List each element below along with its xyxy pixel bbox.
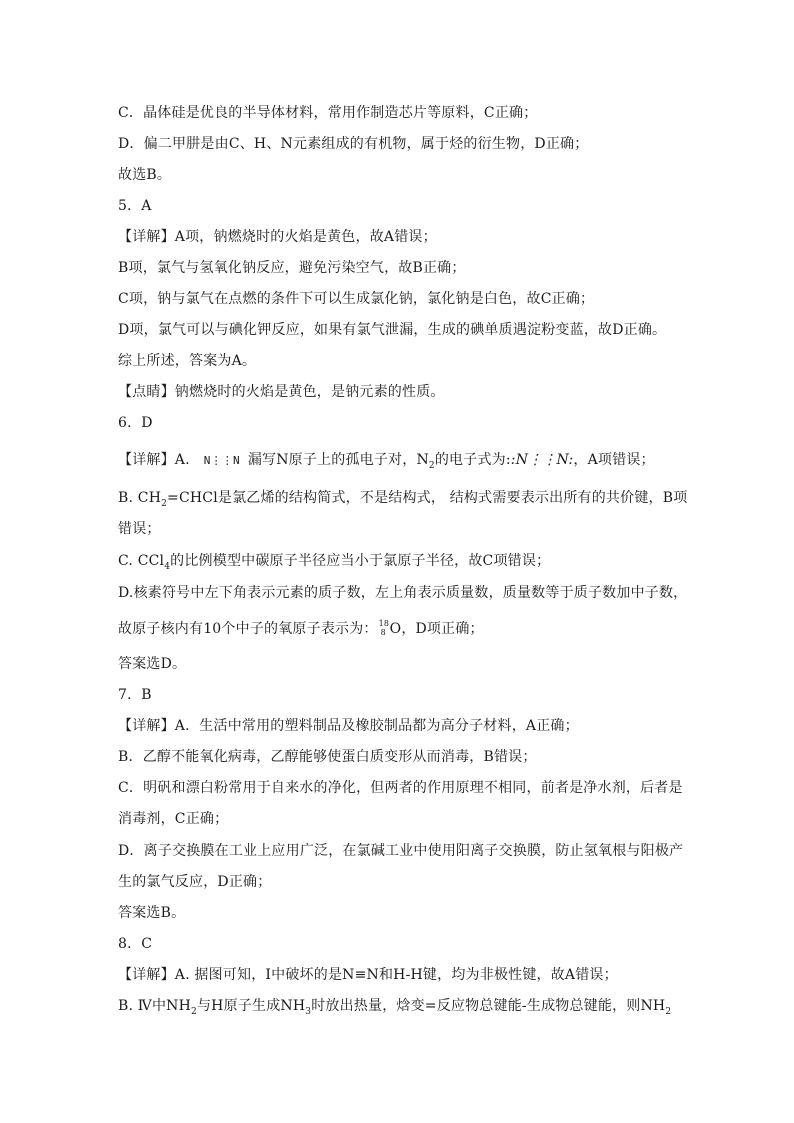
line-text: 时放出热量，焓变=反应物总键能-生成物总键能，则NH <box>311 998 666 1014</box>
question-number: 6．D <box>118 415 153 431</box>
atomic-number: 8 <box>380 628 386 637</box>
subscript: 4 <box>164 561 171 572</box>
n2-structure-image: N⋮⋮N <box>203 454 240 467</box>
isotope-notation <box>378 619 390 639</box>
text-line: 综上所述，答案为A。 <box>118 353 257 369</box>
line-text: 故原子核内有10个中子的氧原子表示为： <box>118 621 378 637</box>
question-number: 8．C <box>118 936 153 952</box>
line-text: =CHCl是氯乙烯的结构简式，不是结构式， 结构式需要表示出所有的共价键，B项 <box>167 490 688 506</box>
line-text: 与H原子生成NH <box>196 998 306 1014</box>
text-line: D.核素符号中左下角表示元素的质子数，左上角表示质量数，质量数等于质子数加中子数， <box>118 585 688 601</box>
text-line: C．明矾和漂白粉常用于自来水的净化，但两者的作用原理不相同，前者是净水剂，后者是 <box>118 780 683 796</box>
text-line: B．乙醇不能氧化病毒，乙醇能够使蛋白质变形从而消毒，B错误； <box>118 749 537 765</box>
electron-formula-image: :N⋮⋮N: <box>510 452 574 468</box>
question-number: 7．B <box>118 687 152 703</box>
line-text: 的比例模型中碳原子半径应当小于氯原子半径，故C项错误； <box>170 553 551 569</box>
text-line: 消毒剂，C正确； <box>118 811 229 827</box>
text-line: C．晶体硅是优良的半导体材料，常用作制造芯片等原料，C正确； <box>118 105 538 121</box>
question-number: 5．A <box>118 198 152 214</box>
text-line <box>118 619 484 639</box>
text-line <box>118 551 550 571</box>
line-text: C. CCl <box>118 553 165 569</box>
line-text: 漏写N原子上的孤电子对，N <box>247 452 429 468</box>
subscript: 2 <box>191 1006 197 1017</box>
subscript: 2 <box>665 1006 672 1017</box>
text-line: D项，氯气可以与碘化钾反应，如果有氯气泄漏，生成的碘单质遇淀粉变蓝，故D正确。 <box>118 322 667 338</box>
subscript: 2 <box>428 460 435 471</box>
text-line <box>118 488 687 508</box>
text-line: 错误； <box>118 521 161 537</box>
line-text: ，D项正确； <box>401 621 484 637</box>
text-line: B项，氯气与氢氧化钠反应，避免污染空气，故B正确； <box>118 260 466 276</box>
text-line: 答案选D。 <box>118 656 187 672</box>
subscript: 2 <box>161 498 168 509</box>
line-prefix: 【详解】A. <box>118 452 190 468</box>
text-line: 【详解】A．生活中常用的塑料制品及橡胶制品都为高分子材料，A正确； <box>118 718 579 734</box>
text-line: 故选B。 <box>118 167 172 183</box>
text-line: 【详解】A项，钠燃烧时的火焰是黄色，故A错误； <box>118 229 437 245</box>
line-text: ，A项错误； <box>573 452 655 468</box>
line-text: B. Ⅳ中NH <box>118 998 192 1014</box>
text-line <box>118 450 655 471</box>
text-line: 生的氯气反应，D正确； <box>118 874 272 890</box>
line-text: B. CH <box>118 490 162 506</box>
text-line: 答案选B。 <box>118 905 186 921</box>
element-symbol: O <box>389 621 402 637</box>
mass-number: 18 <box>378 619 390 628</box>
text-line: C项，钠与氯气在点燃的条件下可以生成氯化钠，氯化钠是白色，故C正确； <box>118 291 595 307</box>
text-line: D．离子交换膜在工业上应用广泛，在氯碱工业中使用阳离子交换膜，防止氢氧根与阳极产 <box>118 843 684 859</box>
text-line <box>118 996 671 1016</box>
line-text: 的电子式为: <box>434 452 511 468</box>
subscript: 3 <box>305 1006 312 1017</box>
text-line: 【详解】A. 据图可知，Ⅰ中破坏的是N≡N和H-H键，均为非极性键，故A错误； <box>118 967 618 983</box>
text-line: 【点睛】钠燃烧时的火焰是黄色，是钠元素的性质。 <box>118 384 445 400</box>
text-line: D．偏二甲肼是由C、H、N元素组成的有机物，属于烃的衍生物，D正确； <box>118 136 589 152</box>
